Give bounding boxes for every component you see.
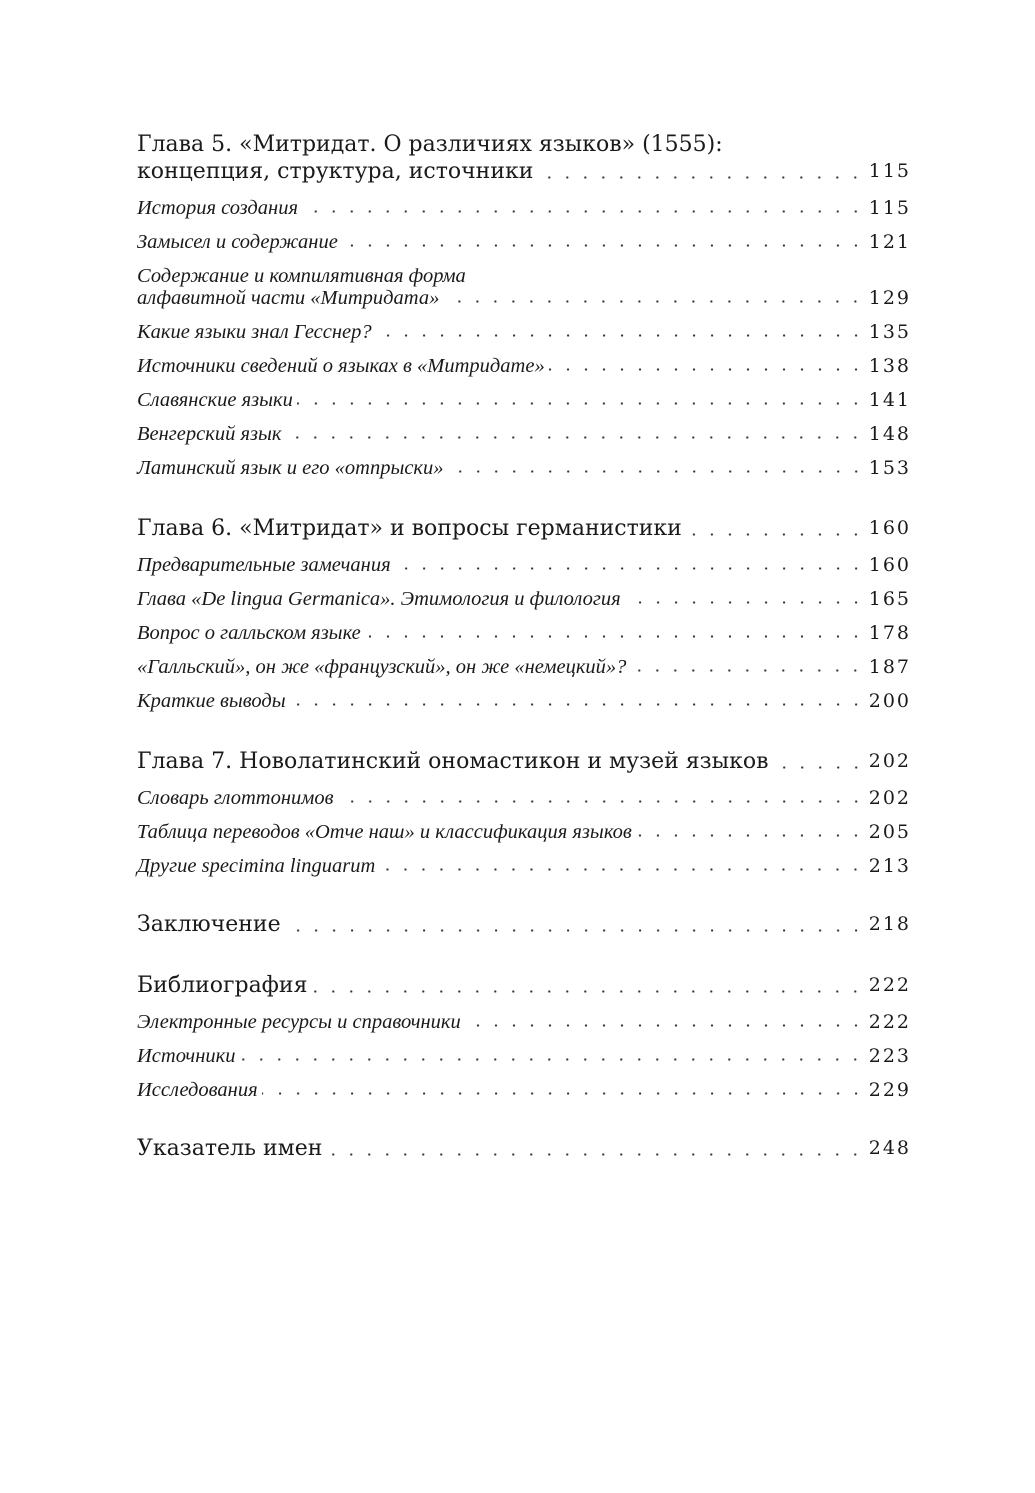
toc-section-entry[interactable] [137, 1011, 911, 1033]
toc-section-entry[interactable] [137, 1045, 911, 1067]
toc-entry-title: Словарь глоттонимов [137, 787, 334, 809]
toc-section-entry[interactable] [137, 622, 911, 644]
toc-chapter-entry[interactable] [137, 911, 911, 938]
dot-leader [630, 669, 864, 672]
toc-page-number: 121 [868, 231, 911, 253]
toc-page-number: 222 [868, 1011, 911, 1033]
dot-leader [326, 1153, 864, 1156]
toc-page-number: 115 [868, 197, 911, 219]
toc-entry-title: Другие specimina linguarum [137, 855, 376, 877]
toc-chapter-entry[interactable] [137, 748, 911, 775]
toc-page-number: 223 [868, 1045, 911, 1067]
toc-entry-title: концепция, структура, источники [137, 159, 534, 184]
toc-section-entry[interactable] [137, 231, 911, 253]
toc-entry-title: Заключение [137, 912, 281, 937]
dot-leader [239, 1058, 864, 1061]
toc-entry-title: Исследования [137, 1079, 258, 1101]
dot-leader [342, 244, 865, 247]
table-of-contents [137, 131, 911, 1162]
toc-page-number: 165 [868, 588, 911, 610]
dot-leader [395, 567, 865, 570]
dot-leader [448, 470, 865, 473]
toc-page-number: 160 [868, 554, 911, 576]
toc-section-entry[interactable] [137, 588, 911, 610]
toc-page-number: 218 [868, 913, 911, 935]
toc-page-number: 187 [868, 656, 911, 678]
toc-entry-title: Источники сведений о языках в «Митридате» [137, 355, 545, 377]
dot-leader [773, 766, 865, 769]
toc-section-entry[interactable] [137, 457, 911, 479]
toc-section-entry[interactable] [137, 265, 911, 309]
dot-leader [686, 533, 865, 536]
toc-entry-title: Какие языки знал Гесснер? [137, 321, 372, 343]
dot-leader [625, 601, 865, 604]
toc-chapter-entry[interactable] [137, 972, 911, 999]
toc-section-entry[interactable] [137, 787, 911, 809]
dot-leader [285, 929, 865, 932]
dot-leader [297, 402, 865, 405]
toc-section-entry[interactable] [137, 423, 911, 445]
toc-page-number: 138 [868, 355, 911, 377]
toc-page-number: 148 [868, 423, 911, 445]
dot-leader [376, 334, 865, 337]
toc-entry-title: Краткие выводы [137, 690, 286, 712]
toc-entry-title: Славянские языки [137, 389, 293, 411]
toc-entry-title: Источники [137, 1045, 236, 1067]
dot-leader [302, 210, 865, 213]
toc-page-number: 200 [868, 690, 911, 712]
toc-page-number: 129 [868, 287, 911, 309]
toc-entry-title: Венгерский язык [137, 423, 282, 445]
toc-section-entry[interactable] [137, 855, 911, 877]
toc-page-number: 153 [868, 457, 911, 479]
dot-leader [262, 1092, 865, 1095]
toc-section-entry[interactable] [137, 821, 911, 843]
toc-page-number: 248 [868, 1137, 911, 1159]
toc-entry-title: алфавитной части «Митридата» [137, 287, 440, 309]
toc-page-number: 205 [868, 821, 911, 843]
dot-leader [290, 703, 865, 706]
toc-page-number: 178 [868, 622, 911, 644]
toc-entry-title: Латинский язык и его «отпрыски» [137, 457, 444, 479]
toc-section-entry[interactable] [137, 656, 911, 678]
toc-page-number: 160 [868, 517, 911, 539]
toc-entry-title: Вопрос о галльском языке [137, 622, 361, 644]
toc-entry-title: Электронные ресурсы и справочники [137, 1011, 461, 1033]
dot-leader [285, 436, 864, 439]
toc-page-number: 141 [868, 389, 911, 411]
dot-leader [311, 990, 864, 993]
dot-leader [379, 868, 864, 871]
toc-chapter-entry[interactable] [137, 131, 911, 185]
toc-page-number: 229 [868, 1079, 911, 1101]
toc-entry-title: Глава 5. «Митридат. О различиях языков» (1555): [137, 132, 723, 157]
toc-entry-title: Указатель имен [137, 1136, 323, 1161]
dot-leader [537, 176, 864, 179]
toc-entry-title: Таблица переводов «Отче наш» и классификация языков [137, 821, 632, 843]
toc-entry-title: Глава 6. «Митридат» и вопросы германистики [137, 516, 682, 541]
toc-section-entry[interactable] [137, 389, 911, 411]
toc-entry-title: Замысел и содержание [137, 231, 338, 253]
toc-section-entry[interactable] [137, 690, 911, 712]
toc-section-entry[interactable] [137, 355, 911, 377]
toc-entry-title: «Галльский», он же «французский», он же «немецкий»? [137, 656, 627, 678]
dot-leader [549, 368, 865, 371]
dot-leader [636, 834, 865, 837]
toc-entry-title: Глава 7. Новолатинский ономастикон и музей языков [137, 749, 769, 774]
toc-page-number: 202 [868, 787, 911, 809]
dot-leader [365, 635, 865, 638]
toc-page-number: 213 [868, 855, 911, 877]
dot-leader [465, 1024, 865, 1027]
toc-entry-title: Библиография [137, 973, 308, 998]
toc-entry-title: Глава «De lingua Germanica». Этимология и филология [137, 588, 621, 610]
dot-leader [338, 800, 865, 803]
toc-page-number: 202 [868, 750, 911, 772]
toc-chapter-entry[interactable] [137, 515, 911, 542]
toc-page-number: 222 [868, 974, 911, 996]
toc-section-entry[interactable] [137, 321, 911, 343]
toc-page-number: 135 [868, 321, 911, 343]
dot-leader [443, 300, 864, 303]
toc-section-entry[interactable] [137, 554, 911, 576]
toc-entry-title: Предварительные замечания [137, 554, 391, 576]
toc-entry-title: Содержание и компилятивная форма [137, 265, 466, 287]
toc-chapter-entry[interactable] [137, 1135, 911, 1162]
toc-page-number: 115 [868, 160, 911, 182]
toc-entry-title: История создания [137, 197, 298, 219]
toc-section-entry[interactable] [137, 1079, 911, 1101]
toc-section-entry[interactable] [137, 197, 911, 219]
